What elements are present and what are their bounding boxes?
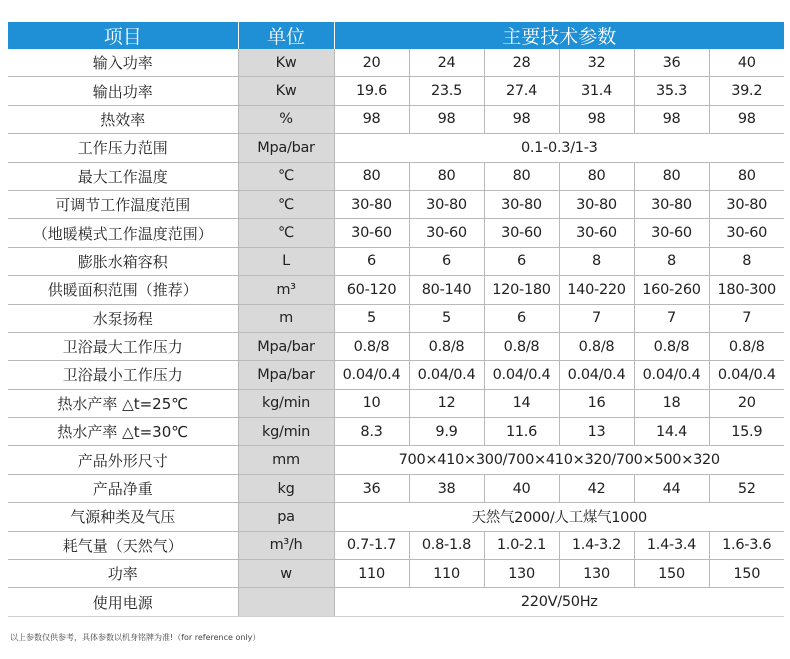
row-value: 10 bbox=[334, 389, 409, 417]
footnote: 以上参数仅供参考，具体参数以机身铭牌为准!（for reference only） bbox=[10, 633, 261, 642]
row-value: 80 bbox=[634, 162, 709, 190]
row-value: 30-60 bbox=[409, 219, 484, 247]
row-value: 14 bbox=[484, 389, 559, 417]
row-value: 27.4 bbox=[484, 77, 559, 105]
table-row bbox=[8, 588, 784, 616]
row-value: 7 bbox=[634, 304, 709, 332]
row-value: 32 bbox=[559, 49, 634, 77]
row-value: 40 bbox=[709, 49, 784, 77]
table-row bbox=[8, 503, 784, 531]
row-value: 30-80 bbox=[409, 190, 484, 218]
row-value: 18 bbox=[634, 389, 709, 417]
row-item-label: 卫浴最小工作压力 bbox=[8, 361, 238, 389]
row-value: 28 bbox=[484, 49, 559, 77]
row-unit: Mpa/bar bbox=[238, 134, 334, 162]
row-value: 1.4-3.4 bbox=[634, 531, 709, 559]
row-unit: Mpa/bar bbox=[238, 361, 334, 389]
row-item-label: 最大工作温度 bbox=[8, 162, 238, 190]
row-value: 30-60 bbox=[484, 219, 559, 247]
row-value: 6 bbox=[484, 304, 559, 332]
row-unit: kg/min bbox=[238, 389, 334, 417]
row-unit: w bbox=[238, 560, 334, 588]
table-row bbox=[8, 531, 784, 559]
row-value: 40 bbox=[484, 474, 559, 502]
row-value: 6 bbox=[484, 247, 559, 275]
row-value: 180-300 bbox=[709, 276, 784, 304]
table-row bbox=[8, 49, 784, 77]
row-value: 0.8/8 bbox=[559, 332, 634, 360]
row-unit: m³ bbox=[238, 276, 334, 304]
row-value: 0.04/0.4 bbox=[709, 361, 784, 389]
row-value: 42 bbox=[559, 474, 634, 502]
row-value: 98 bbox=[634, 105, 709, 133]
row-value: 80 bbox=[709, 162, 784, 190]
table-row bbox=[8, 247, 784, 275]
row-unit: % bbox=[238, 105, 334, 133]
row-value: 0.04/0.4 bbox=[634, 361, 709, 389]
row-value: 0.04/0.4 bbox=[484, 361, 559, 389]
row-value: 6 bbox=[334, 247, 409, 275]
row-value: 0.04/0.4 bbox=[334, 361, 409, 389]
row-value: 8 bbox=[709, 247, 784, 275]
row-value: 20 bbox=[709, 389, 784, 417]
row-value: 1.0-2.1 bbox=[484, 531, 559, 559]
row-item-label: （地暖模式工作温度范围） bbox=[8, 219, 238, 247]
row-value: 30-60 bbox=[559, 219, 634, 247]
row-value: 8 bbox=[559, 247, 634, 275]
header-row bbox=[8, 22, 784, 49]
row-value: 30-80 bbox=[484, 190, 559, 218]
row-value: 44 bbox=[634, 474, 709, 502]
row-unit: mm bbox=[238, 446, 334, 474]
row-item-label: 水泵扬程 bbox=[8, 304, 238, 332]
table-row bbox=[8, 162, 784, 190]
row-value: 6 bbox=[409, 247, 484, 275]
row-value: 60-120 bbox=[334, 276, 409, 304]
row-value: 16 bbox=[559, 389, 634, 417]
row-value: 110 bbox=[334, 560, 409, 588]
row-unit: Kw bbox=[238, 49, 334, 77]
row-value: 9.9 bbox=[409, 418, 484, 446]
row-unit: ℃ bbox=[238, 219, 334, 247]
header-specs: 主要技术参数 bbox=[334, 22, 784, 49]
table-row bbox=[8, 389, 784, 417]
row-unit: pa bbox=[238, 503, 334, 531]
spec-table bbox=[8, 22, 784, 617]
row-unit: kg/min bbox=[238, 418, 334, 446]
table-row bbox=[8, 332, 784, 360]
row-value: 12 bbox=[409, 389, 484, 417]
row-value: 7 bbox=[559, 304, 634, 332]
row-value: 80 bbox=[334, 162, 409, 190]
row-item-label: 输出功率 bbox=[8, 77, 238, 105]
row-value: 0.8-1.8 bbox=[409, 531, 484, 559]
row-value: 23.5 bbox=[409, 77, 484, 105]
row-unit: ℃ bbox=[238, 162, 334, 190]
row-value: 0.8/8 bbox=[709, 332, 784, 360]
row-value: 120-180 bbox=[484, 276, 559, 304]
row-value: 80-140 bbox=[409, 276, 484, 304]
table-row bbox=[8, 361, 784, 389]
row-value: 30-60 bbox=[709, 219, 784, 247]
row-value: 150 bbox=[634, 560, 709, 588]
row-span-value: 220V/50Hz bbox=[334, 588, 784, 616]
row-item-label: 气源种类及气压 bbox=[8, 503, 238, 531]
row-item-label: 耗气量（天然气） bbox=[8, 531, 238, 559]
row-value: 140-220 bbox=[559, 276, 634, 304]
table-row bbox=[8, 134, 784, 162]
table-row bbox=[8, 474, 784, 502]
row-value: 14.4 bbox=[634, 418, 709, 446]
row-item-label: 卫浴最大工作压力 bbox=[8, 332, 238, 360]
row-value: 39.2 bbox=[709, 77, 784, 105]
header-unit: 单位 bbox=[238, 22, 334, 49]
row-value: 30-80 bbox=[634, 190, 709, 218]
row-value: 20 bbox=[334, 49, 409, 77]
row-value: 80 bbox=[559, 162, 634, 190]
spec-body bbox=[8, 49, 784, 616]
row-span-value: 天然气2000/人工煤气1000 bbox=[334, 503, 784, 531]
row-item-label: 产品外形尺寸 bbox=[8, 446, 238, 474]
row-value: 19.6 bbox=[334, 77, 409, 105]
row-item-label: 输入功率 bbox=[8, 49, 238, 77]
row-item-label: 工作压力范围 bbox=[8, 134, 238, 162]
row-unit: m³/h bbox=[238, 531, 334, 559]
table-row bbox=[8, 190, 784, 218]
row-unit: Kw bbox=[238, 77, 334, 105]
row-value: 30-60 bbox=[334, 219, 409, 247]
row-value: 24 bbox=[409, 49, 484, 77]
row-value: 80 bbox=[484, 162, 559, 190]
table-row bbox=[8, 560, 784, 588]
row-value: 30-80 bbox=[334, 190, 409, 218]
row-value: 160-260 bbox=[634, 276, 709, 304]
row-value: 5 bbox=[334, 304, 409, 332]
row-value: 130 bbox=[484, 560, 559, 588]
header-item: 项目 bbox=[8, 22, 238, 49]
row-value: 0.8/8 bbox=[484, 332, 559, 360]
row-value: 11.6 bbox=[484, 418, 559, 446]
row-item-label: 功率 bbox=[8, 560, 238, 588]
row-unit: ℃ bbox=[238, 190, 334, 218]
row-value: 7 bbox=[709, 304, 784, 332]
row-value: 110 bbox=[409, 560, 484, 588]
table-row bbox=[8, 304, 784, 332]
row-item-label: 使用电源 bbox=[8, 588, 238, 616]
row-unit: Mpa/bar bbox=[238, 332, 334, 360]
row-value: 13 bbox=[559, 418, 634, 446]
row-value: 35.3 bbox=[634, 77, 709, 105]
row-value: 8.3 bbox=[334, 418, 409, 446]
table-row bbox=[8, 418, 784, 446]
row-value: 15.9 bbox=[709, 418, 784, 446]
row-value: 1.6-3.6 bbox=[709, 531, 784, 559]
row-value: 1.4-3.2 bbox=[559, 531, 634, 559]
row-value: 30-80 bbox=[559, 190, 634, 218]
row-value: 5 bbox=[409, 304, 484, 332]
row-unit bbox=[238, 588, 334, 616]
row-value: 0.8/8 bbox=[634, 332, 709, 360]
table-row bbox=[8, 77, 784, 105]
row-item-label: 热水产率 △t=30℃ bbox=[8, 418, 238, 446]
row-value: 0.8/8 bbox=[334, 332, 409, 360]
row-unit: m bbox=[238, 304, 334, 332]
row-unit: L bbox=[238, 247, 334, 275]
row-value: 36 bbox=[634, 49, 709, 77]
row-value: 0.8/8 bbox=[409, 332, 484, 360]
row-item-label: 热效率 bbox=[8, 105, 238, 133]
row-value: 8 bbox=[634, 247, 709, 275]
row-value: 30-60 bbox=[634, 219, 709, 247]
row-value: 30-80 bbox=[709, 190, 784, 218]
row-value: 98 bbox=[334, 105, 409, 133]
row-value: 98 bbox=[484, 105, 559, 133]
table-row bbox=[8, 105, 784, 133]
row-value: 0.04/0.4 bbox=[559, 361, 634, 389]
row-value: 80 bbox=[409, 162, 484, 190]
row-item-label: 供暖面积范围（推荐） bbox=[8, 276, 238, 304]
row-unit: kg bbox=[238, 474, 334, 502]
row-item-label: 可调节工作温度范围 bbox=[8, 190, 238, 218]
row-value: 150 bbox=[709, 560, 784, 588]
row-span-value: 700×410×300/700×410×320/700×500×320 bbox=[334, 446, 784, 474]
row-value: 0.04/0.4 bbox=[409, 361, 484, 389]
row-value: 36 bbox=[334, 474, 409, 502]
row-item-label: 热水产率 △t=25℃ bbox=[8, 389, 238, 417]
row-item-label: 产品净重 bbox=[8, 474, 238, 502]
table-row bbox=[8, 219, 784, 247]
row-value: 52 bbox=[709, 474, 784, 502]
row-span-value: 0.1-0.3/1-3 bbox=[334, 134, 784, 162]
row-value: 31.4 bbox=[559, 77, 634, 105]
row-value: 0.7-1.7 bbox=[334, 531, 409, 559]
table-row bbox=[8, 446, 784, 474]
table-row bbox=[8, 276, 784, 304]
row-item-label: 膨胀水箱容积 bbox=[8, 247, 238, 275]
row-value: 98 bbox=[409, 105, 484, 133]
row-value: 98 bbox=[709, 105, 784, 133]
row-value: 38 bbox=[409, 474, 484, 502]
row-value: 98 bbox=[559, 105, 634, 133]
row-value: 130 bbox=[559, 560, 634, 588]
